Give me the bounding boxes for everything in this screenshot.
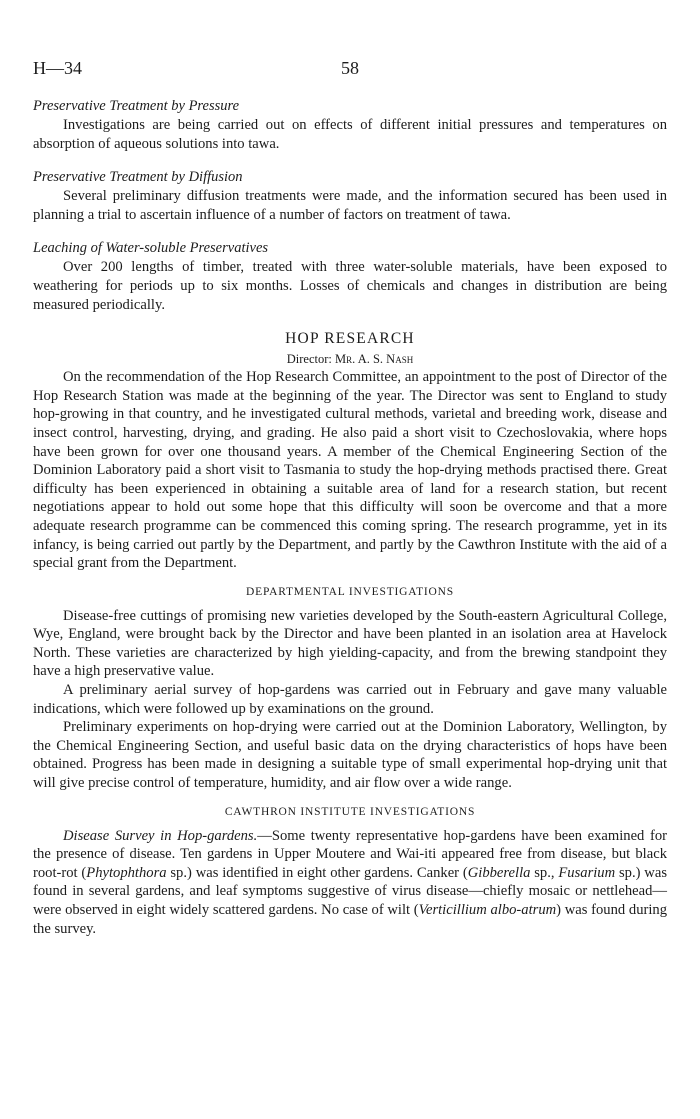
hop-research-section [33,328,667,573]
director-name: Mr. A. S. Nash [335,352,414,367]
page-content [33,96,667,938]
cawthron-investigations [33,803,667,939]
species-name: Gibberella [467,864,531,881]
document-reference: H—34 [33,58,82,78]
section-paragraph: Over 200 lengths of timber, treated with three water-soluble materials, have been exposed to weathering for periods up to six months. Losses of chemicals and changes in distribution are being measured periodically. [33,259,667,313]
departmental-paragraph: A preliminary aerial survey of hop-gardens was carried out in February and gave many valuable indications, which were followed up by examinations on the ground. [33,682,667,717]
departmental-investigations [33,583,667,793]
text-segment: sp.) was found in several gardens, and leaf symptoms suggestive of virus disease—chiefly mosaic or nettlehead—were observed in eight widely scattered gardens. No case of wilt ( [33,864,667,918]
text-segment: sp.) was identified in eight other gardens. Canker ( [166,864,468,881]
page-header [33,58,667,82]
cawthron-title: CAWTHRON INSTITUTE INVESTIGATIONS [224,805,476,818]
section-heading: Leaching of Water-soluble Preservatives [33,240,269,257]
section-diffusion [33,167,667,224]
hop-research-title: HOP RESEARCH [285,330,415,348]
section-paragraph: Investigations are being carried out on effects of different initial pressures and temperatures on absorption of aqueous solutions into tawa. [33,117,667,152]
species-name: Phytophthora [86,864,167,881]
section-leaching [33,238,667,314]
departmental-paragraph: Disease-free cuttings of promising new varieties developed by the South-eastern Agricultural College, Wye, England, were brought back by the Director and have been planted in an isolation area at Havelock North. These varieties are characterized by high yielding-capacity, and from the brewing standpoint they have a high preservative value. [33,607,667,680]
text-segment: sp., [530,864,559,881]
departmental-paragraph: Preliminary experiments on hop-drying were carried out at the Dominion Laboratory, Wellington, by the Chemical Engineering Section, and useful basic data on the drying characteristics of hops have been obtained. Progress has been made in designing a suitable type of small experimental hop-drying unit that will give precise control of temperature, humidity, and air flow over a wide range. [33,719,667,792]
text-segment: —Some twenty representative hop-gardens have been examined for the presence of disease. Ten gardens in Upper Moutere and Wai-iti appeared free from disease, but black root-rot ( [33,827,667,881]
departmental-title: DEPARTMENTAL INVESTIGATIONS [246,585,454,598]
director-line [33,350,667,368]
species-name: Fusarium [558,864,616,881]
section-heading: Preservative Treatment by Diffusion [33,169,243,186]
director-label: Director: [286,352,332,367]
hop-intro-paragraph: On the recommendation of the Hop Research Committee, an appointment to the post of Director of the Hop Research Station was made at the beginning of the year. The Director was sent to England to study hop-growing in that country, and he investigated cultural methods, varietal and breeding work, disease and insect control, harvesting, drying, and grading. He also paid a short visit to Czechoslovakia, where hops have been grown for over one thousand years. A member of the Chemical Engineering Section of the Dominion Laboratory paid a short visit to Tasmania to study the hop-drying methods practised there. Great difficulty has been experienced in obtaining a suitable area of land for a research station, but recent negotiations appear to hold out some hope that this difficulty will soon be overcome and that a more adequate research programme can be commenced this coming spring. The research programme, yet in its infancy, is being carried out partly by the Department, and partly by the Cawthron Institute with the aid of a special grant from the Department. [33,369,667,572]
section-pressure [33,96,667,153]
text-segment: ) was found during the survey. [33,902,667,937]
run-in-heading: Disease Survey in Hop-gardens. [63,827,258,844]
section-paragraph: Several preliminary diffusion treatments were made, and the information secured has been used in planning a trial to ascertain influence of a number of factors on treatment of tawa. [33,188,667,223]
species-name: Verticillium albo-atrum [418,902,557,918]
section-heading: Preservative Treatment by Pressure [33,98,240,114]
page-number: 58 [341,58,359,78]
disease-survey-paragraph [33,827,667,939]
